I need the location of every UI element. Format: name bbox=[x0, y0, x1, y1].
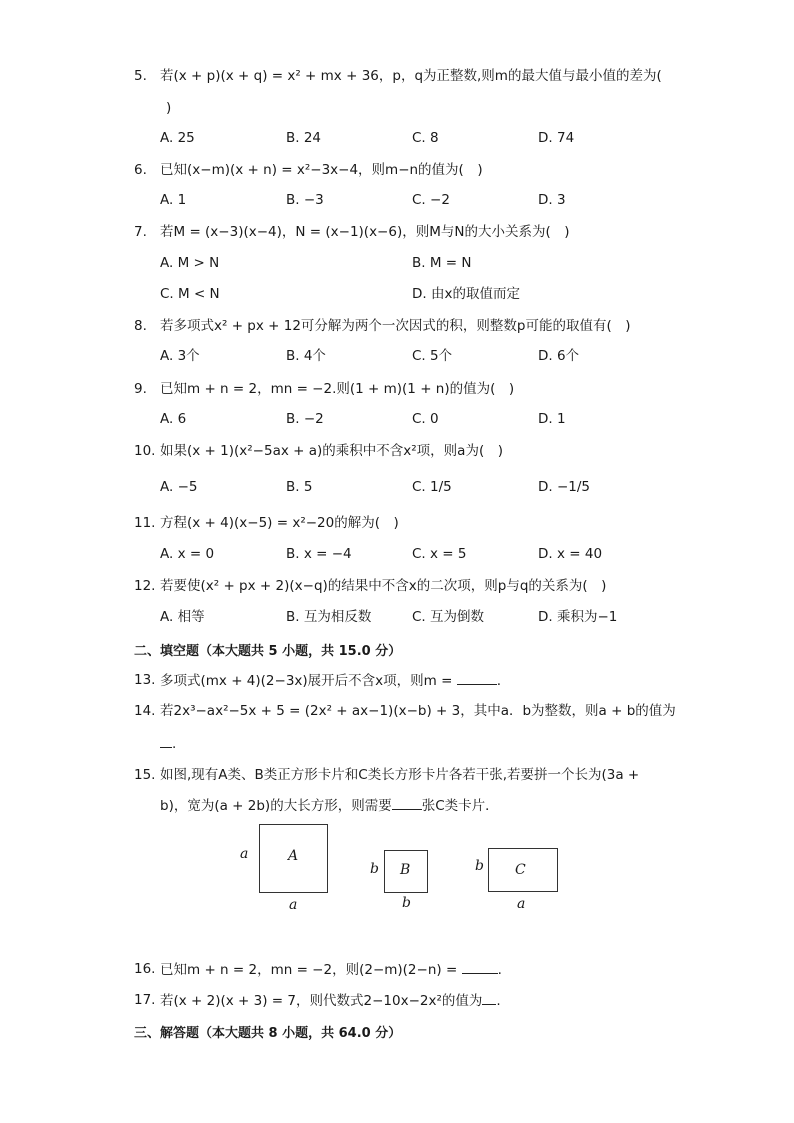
option-b: B. −3 bbox=[286, 192, 324, 208]
option-c: C. M < N bbox=[160, 286, 220, 302]
question-text: 方程(x + 4)(x−5) = x²−20的解为( ) bbox=[160, 515, 399, 531]
option-d: D. x = 40 bbox=[538, 546, 603, 562]
answer-blank[interactable] bbox=[160, 733, 172, 748]
option-d: D. 1 bbox=[538, 411, 566, 427]
card-c-side-bottom: a bbox=[517, 896, 526, 912]
card-c-label: C bbox=[515, 862, 526, 878]
question-number: 15. bbox=[134, 767, 156, 783]
question-number: 16. bbox=[134, 961, 156, 977]
card-a-side-left: a bbox=[240, 846, 249, 862]
card-b-side-left: b bbox=[370, 861, 379, 877]
question-text: 多项式(mx + 4)(2−3x)展开后不含x项，则m = bbox=[160, 673, 453, 689]
answer-blank[interactable] bbox=[457, 670, 497, 685]
question-15-continued bbox=[160, 795, 499, 816]
question-text: 如图,现有A类、B类正方形卡片和C类长方形卡片各若干张,若要拼一个长为(3a + bbox=[160, 767, 640, 783]
question-text: 已知(x−m)(x + n) = x²−3x−4，则m−n的值为( ) bbox=[160, 162, 483, 178]
option-d: D. 乘积为−1 bbox=[538, 609, 618, 625]
question-end: . bbox=[172, 736, 177, 752]
option-c: C. 0 bbox=[412, 411, 439, 427]
question-text: 已知m + n = 2，mn = −2，则(2−m)(2−n) = bbox=[160, 962, 458, 978]
question-number: 5. bbox=[134, 68, 147, 84]
question-text-wrap bbox=[160, 990, 501, 1011]
question-number: 14. bbox=[134, 703, 156, 719]
option-a: A. 6 bbox=[160, 411, 187, 427]
question-end: . bbox=[496, 673, 502, 689]
card-c-side-left: b bbox=[475, 858, 484, 874]
option-a: A. 相等 bbox=[160, 609, 205, 625]
option-c: C. 1/5 bbox=[412, 479, 452, 495]
option-b: B. 互为相反数 bbox=[286, 609, 372, 625]
option-a: A. 25 bbox=[160, 130, 195, 146]
option-c: C. 5个 bbox=[412, 348, 453, 364]
question-text-continued: ) bbox=[166, 100, 172, 116]
question-text: 已知m + n = 2，mn = −2.则(1 + m)(1 + n)的值为( ) bbox=[160, 381, 515, 397]
question-text: 若多项式x² + px + 12可分解为两个一次因式的积，则整数p可能的取值有( ) bbox=[160, 318, 631, 334]
question-number: 13. bbox=[134, 672, 156, 688]
question-end: . bbox=[496, 993, 501, 1009]
question-end: . bbox=[497, 962, 502, 978]
option-d: D. 6个 bbox=[538, 348, 580, 364]
option-a: A. M > N bbox=[160, 255, 220, 271]
card-a-label: A bbox=[288, 848, 299, 864]
option-c: C. x = 5 bbox=[412, 546, 467, 562]
option-a: A. 3个 bbox=[160, 348, 200, 364]
question-end: 张C类卡片． bbox=[421, 798, 499, 814]
question-number: 8. bbox=[134, 318, 147, 334]
option-c: C. −2 bbox=[412, 192, 450, 208]
question-number: 6. bbox=[134, 162, 147, 178]
question-14-continued bbox=[160, 733, 176, 754]
answer-blank[interactable] bbox=[462, 959, 498, 974]
card-b-label: B bbox=[400, 862, 411, 878]
option-a: A. 1 bbox=[160, 192, 187, 208]
question-number: 11. bbox=[134, 515, 156, 531]
question-text: 若M = (x−3)(x−4)，N = (x−1)(x−6)，则M与N的大小关系为( ) bbox=[160, 224, 570, 240]
option-c: C. 互为倒数 bbox=[412, 609, 485, 625]
question-number: 12. bbox=[134, 578, 156, 594]
option-a: A. −5 bbox=[160, 479, 198, 495]
answer-blank[interactable] bbox=[482, 990, 496, 1005]
question-text: 如果(x + 1)(x²−5ax + a)的乘积中不含x²项，则a为( ) bbox=[160, 443, 503, 459]
option-b: B. M = N bbox=[412, 255, 472, 271]
question-number: 10. bbox=[134, 443, 156, 459]
card-a-side-bottom: a bbox=[289, 897, 298, 913]
card-b-side-bottom: b bbox=[402, 895, 411, 911]
option-b: B. −2 bbox=[286, 411, 324, 427]
option-d: D. 3 bbox=[538, 192, 566, 208]
question-text: 若2x³−ax²−5x + 5 = (2x² + ax−1)(x−b) + 3，其中a．b为整数，则a + b的值为 bbox=[160, 703, 676, 719]
option-d: D. 由x的取值而定 bbox=[412, 286, 520, 302]
option-d: D. 74 bbox=[538, 130, 575, 146]
question-text: b)，宽为(a + 2b)的大长方形，则需要 bbox=[160, 798, 392, 814]
option-b: B. x = −4 bbox=[286, 546, 352, 562]
option-b: B. 4个 bbox=[286, 348, 326, 364]
section-heading-fill-in: 二、填空题（本大题共 5 小题，共 15.0 分） bbox=[134, 644, 402, 659]
option-d: D. −1/5 bbox=[538, 479, 591, 495]
question-text: 若要使(x² + px + 2)(x−q)的结果中不含x的二次项，则p与q的关系为( ) bbox=[160, 578, 607, 594]
option-c: C. 8 bbox=[412, 130, 439, 146]
question-number: 9. bbox=[134, 381, 147, 397]
question-number: 7. bbox=[134, 224, 147, 240]
option-b: B. 24 bbox=[286, 130, 322, 146]
section-heading-answers: 三、解答题（本大题共 8 小题，共 64.0 分） bbox=[134, 1026, 402, 1041]
answer-blank[interactable] bbox=[392, 795, 422, 810]
question-text: 若(x + p)(x + q) = x² + mx + 36，p，q为正整数,则m的最大值与最小值的差为( bbox=[160, 68, 662, 84]
option-a: A. x = 0 bbox=[160, 546, 215, 562]
question-text: 若(x + 2)(x + 3) = 7，则代数式2−10x−2x²的值为 bbox=[160, 993, 483, 1009]
question-text-wrap bbox=[160, 670, 501, 691]
option-b: B. 5 bbox=[286, 479, 313, 495]
question-text-wrap bbox=[160, 959, 502, 980]
question-number: 17. bbox=[134, 992, 156, 1008]
